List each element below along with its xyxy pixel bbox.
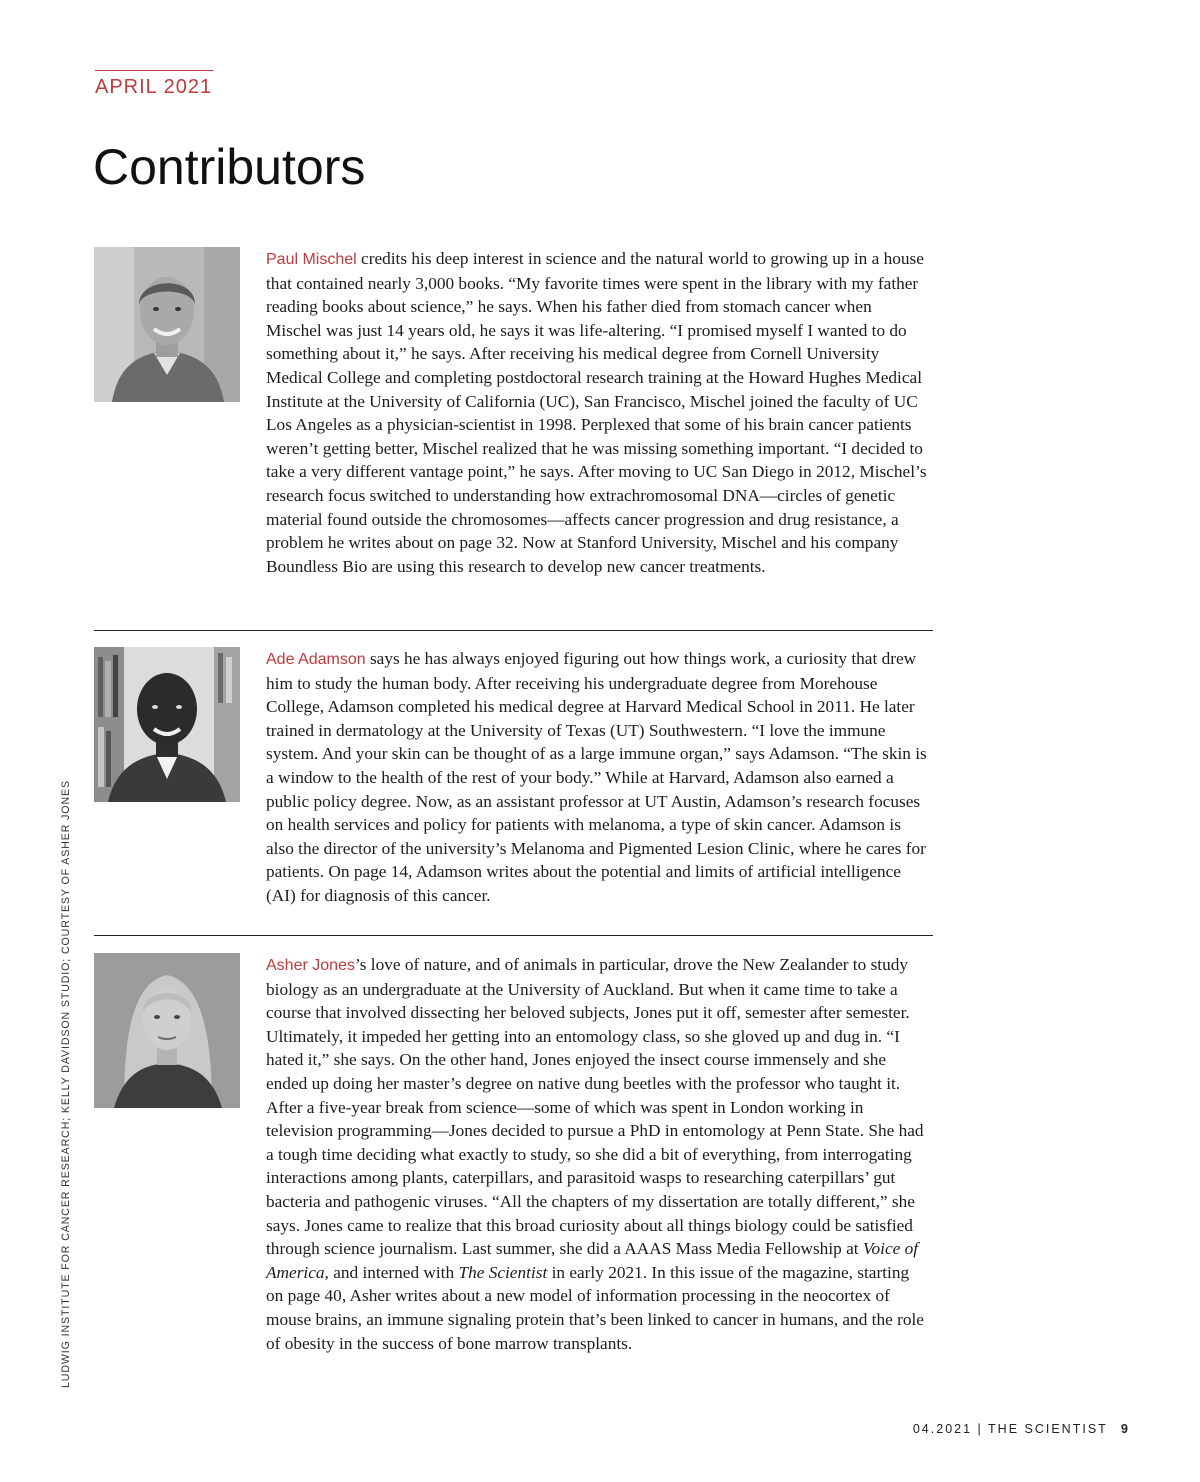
contributor-name: Ade Adamson [266,651,366,668]
section-divider [94,630,933,631]
issue-label: APRIL 2021 [95,76,213,98]
page-footer [913,1422,1130,1436]
footer-separator: | [977,1422,983,1436]
footer-magazine: THE SCIENTIST [988,1422,1108,1436]
section-divider [94,935,933,936]
contributor-photo [94,953,240,1108]
contributor-name: Paul Mischel [266,251,357,268]
bio-text: in early 2021. In this issue of the magazine, starting on page 40, Asher writes about a new model of information processing in the neocortex of mouse brains, an immune signaling protein that’s been linked to cancer in humans, and the role of obesity in the success of bone marrow transplants. [266,1262,924,1353]
contributor-bio [266,647,928,908]
contributor-photo [94,247,240,402]
bio-text: credits his deep interest in science and the natural world to growing up in a house that contained nearly 3,000 books. “My favorite times were spent in the library with my father reading books about science,” he says. When his father died from stomach cancer when Mischel was just 14 years old, he says it was life-altering. “I promised myself I wanted to do something about it,” he says. After receiving his medical degree from Cornell University Medical College and completing postdoctoral research training at the Howard Hughes Medical Institute at the University of California (UC), San Francisco, Mischel joined the faculty of UC Los Angeles as a physician-scientist in 1998. Perplexed that some of his brain cancer patients weren’t getting better, Mischel realized that he was missing something important. “I decided to take a very different vantage point,” he says. After moving to UC San Diego in 2012, Mischel’s research focus switched to understanding how extrachromosomal DNA—circles of genetic material found outside the chromosomes—affects cancer progression and drug resistance, a problem he writes about on page 32. Now at Stanford University, Mischel and his company Boundless Bio are using this research to develop new cancer treatments. [266,249,927,576]
bio-text: ’s love of nature, and of animals in particular, drove the New Zealander to study biology as an undergraduate at the University of Auckland. But when it came time to take a course that involved dissecting her beloved subjects, Jones put it off, semester after semester. Ultimately, it impeded her getting into an entomology class, so she gloved up and dug in. “I hated it,” she says. On the other hand, Jones enjoyed the insect course immensely and she ended up doing her master’s degree on native dung beetles with the professor who taught it. After a five-year break from science—some of which was spent in London working in television programming—Jones decided to pursue a PhD in entomology at Penn State. She had a tough time deciding what exactly to study, so she did a bit of everything, from interrogating interactions among plants, caterpillars, and parasitoid wasps to researching caterpillars’ gut bacteria and pathogenic viruses. “All the chapters of my dissertation are totally different,” she says. Jones came to realize that this broad curiosity about all things biology could be satisfied through science journalism. Last summer, she did a AAAS Mass Media Fellowship at [266,955,924,1259]
contributor-name: Asher Jones [266,957,355,974]
contributor-photo [94,647,240,802]
bio-text: says he has always enjoyed figuring out how things work, a curiosity that drew him to study the human body. After receiving his undergraduate degree from Morehouse College, Adamson completed his medical degree at Harvard Medical School in 2011. He later trained in dermatology at the University of Texas (UT) Southwestern. “I love the immune system. And your skin can be thought of as a large immune organ,” says Adamson. “The skin is a window to the health of the rest of your body.” While at Harvard, Adamson also earned a public policy degree. Now, as an assistant professor at UT Austin, Adamson’s research focuses on health services and policy for patients with melanoma, a type of skin cancer. Adamson is also the director of the university’s Melanoma and Pigmented Lesion Clinic, where he cares for patients. On page 14, Adamson writes about the potential and limits of artificial intelligence (AI) for diagnosis of this cancer. [266,649,927,905]
portrait-woman-long-hair-icon [94,953,240,1108]
portrait-man-gray-hair-icon [94,247,240,402]
photo-credit: LUDWIG INSTITUTE FOR CANCER RESEARCH; KELLY DAVIDSON STUDIO; COURTESY OF ASHER JONES [60,780,72,1388]
footer-issue: 04.2021 [912,1422,973,1436]
publication-title: Voice of America [266,1239,919,1282]
contributor-bio [266,953,928,1355]
portrait-man-bookshelf-icon [94,647,240,802]
page-number: 9 [1121,1422,1130,1436]
page-title: Contributors [93,139,366,195]
publication-title: The Scientist [458,1262,548,1282]
contributor-bio [266,247,928,578]
bio-text: , and interned with [324,1262,459,1282]
issue-label-rule [95,70,213,71]
